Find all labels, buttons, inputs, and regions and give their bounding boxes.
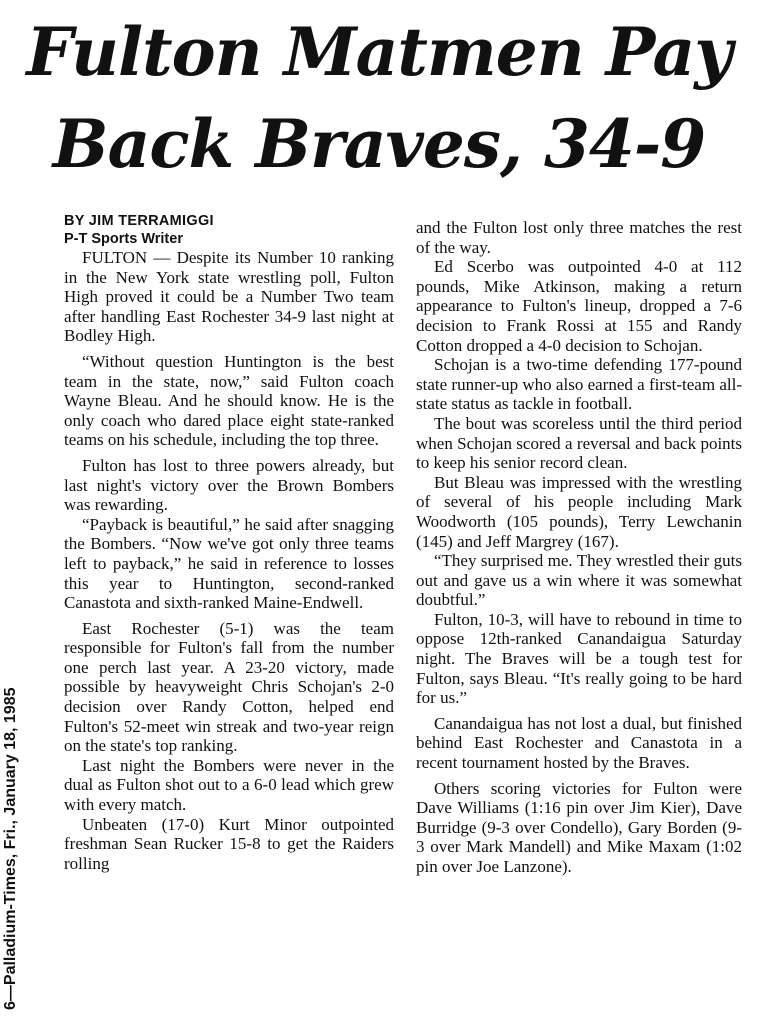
paragraph: Fulton has lost to three powers already, but last night's victory over the Brown Bombers was rewarding. — [64, 455, 394, 515]
article-column-left — [64, 212, 394, 873]
byline-role: P-T Sports Writer — [64, 231, 183, 247]
paragraph: Canandaigua has not lost a dual, but finished behind East Rochester and Canastota in a recent tournament hosted by the Braves. — [416, 713, 742, 773]
paragraph: Schojan is a two-time defending 177-pound state runner-up who also earned a first-team all-state status as tackle in football. — [416, 355, 742, 414]
headline-line-1: Fulton Matmen Pay — [26, 13, 732, 91]
page-folio: 6—Palladium-Times, Fri., January 18, 1985 — [2, 687, 19, 1010]
paragraph: “Without question Huntington is the best team in the state, now,” said Fulton coach Wayne Bleau. And he should know. He is the only coach who dared place eight state-ranked teams on his schedule, including the top three. — [64, 351, 394, 450]
byline-author: BY JIM TERRAMIGGI — [64, 213, 214, 229]
paragraph: Ed Scerbo was outpointed 4-0 at 112 pounds, Mike Atkinson, making a return appearance to Fulton's lineup, dropped a 7-6 decision to Frank Rossi at 155 and Randy Cotton dropped a 4-0 decision to Schojan. — [416, 257, 742, 355]
paragraph: FULTON — Despite its Number 10 ranking in the New York state wrestling poll, Fulton High proved it could be a Number Two team after handling East Rochester 34-9 last night at Bodley High. — [64, 248, 394, 346]
headline — [0, 6, 758, 190]
paragraph: East Rochester (5-1) was the team responsible for Fulton's fall from the number one perch last year. A 23-20 victory, made possible by heavyweight Chris Schojan's 2-0 decision over Randy Cotton, helped end Fulton's 52-meet win streak and two-year reign on the state's top ranking. — [64, 618, 394, 756]
paragraph: and the Fulton lost only three matches the rest of the way. — [416, 218, 742, 257]
paragraph: Unbeaten (17-0) Kurt Minor outpointed freshman Sean Rucker 15-8 to get the Raiders rolling — [64, 814, 394, 873]
paragraph: “Payback is beautiful,” he said after snagging the Bombers. “Now we've got only three teams left to payback,” he said in reference to losses this year to Huntington, second-ranked Canastota and sixth-ranked Maine-Endwell. — [64, 514, 394, 613]
article-column-right — [416, 218, 742, 877]
paragraph: Others scoring victories for Fulton were Dave Williams (1:16 pin over Jim Kier), Dave Burridge (9-3 over Condello), Gary Borden (9-3 over Mark Mandell) and Mike Maxam (1:02 pin over Joe Lanzone). — [416, 778, 742, 876]
paragraph: “They surprised me. They wrestled their guts out and gave us a win where it was somewhat doubtful.” — [416, 551, 742, 610]
paragraph: Fulton, 10-3, will have to rebound in time to oppose 12th-ranked Canandaigua Saturday night. The Braves will be a tough test for Fulton, says Bleau. “It's really going to be hard for us.” — [416, 609, 742, 708]
paragraph: But Bleau was impressed with the wrestling of several of his people including Mark Woodworth (105 pounds), Terry Lewchanin (145) and Jeff Margrey (167). — [416, 472, 742, 551]
paragraph: The bout was scoreless until the third period when Schojan scored a reversal and back points to keep his senior record clean. — [416, 413, 742, 473]
headline-line-2: Back Braves, 34-9 — [52, 105, 706, 183]
paragraph: Last night the Bombers were never in the dual as Fulton shot out to a 6-0 lead which grew with every match. — [64, 755, 394, 815]
